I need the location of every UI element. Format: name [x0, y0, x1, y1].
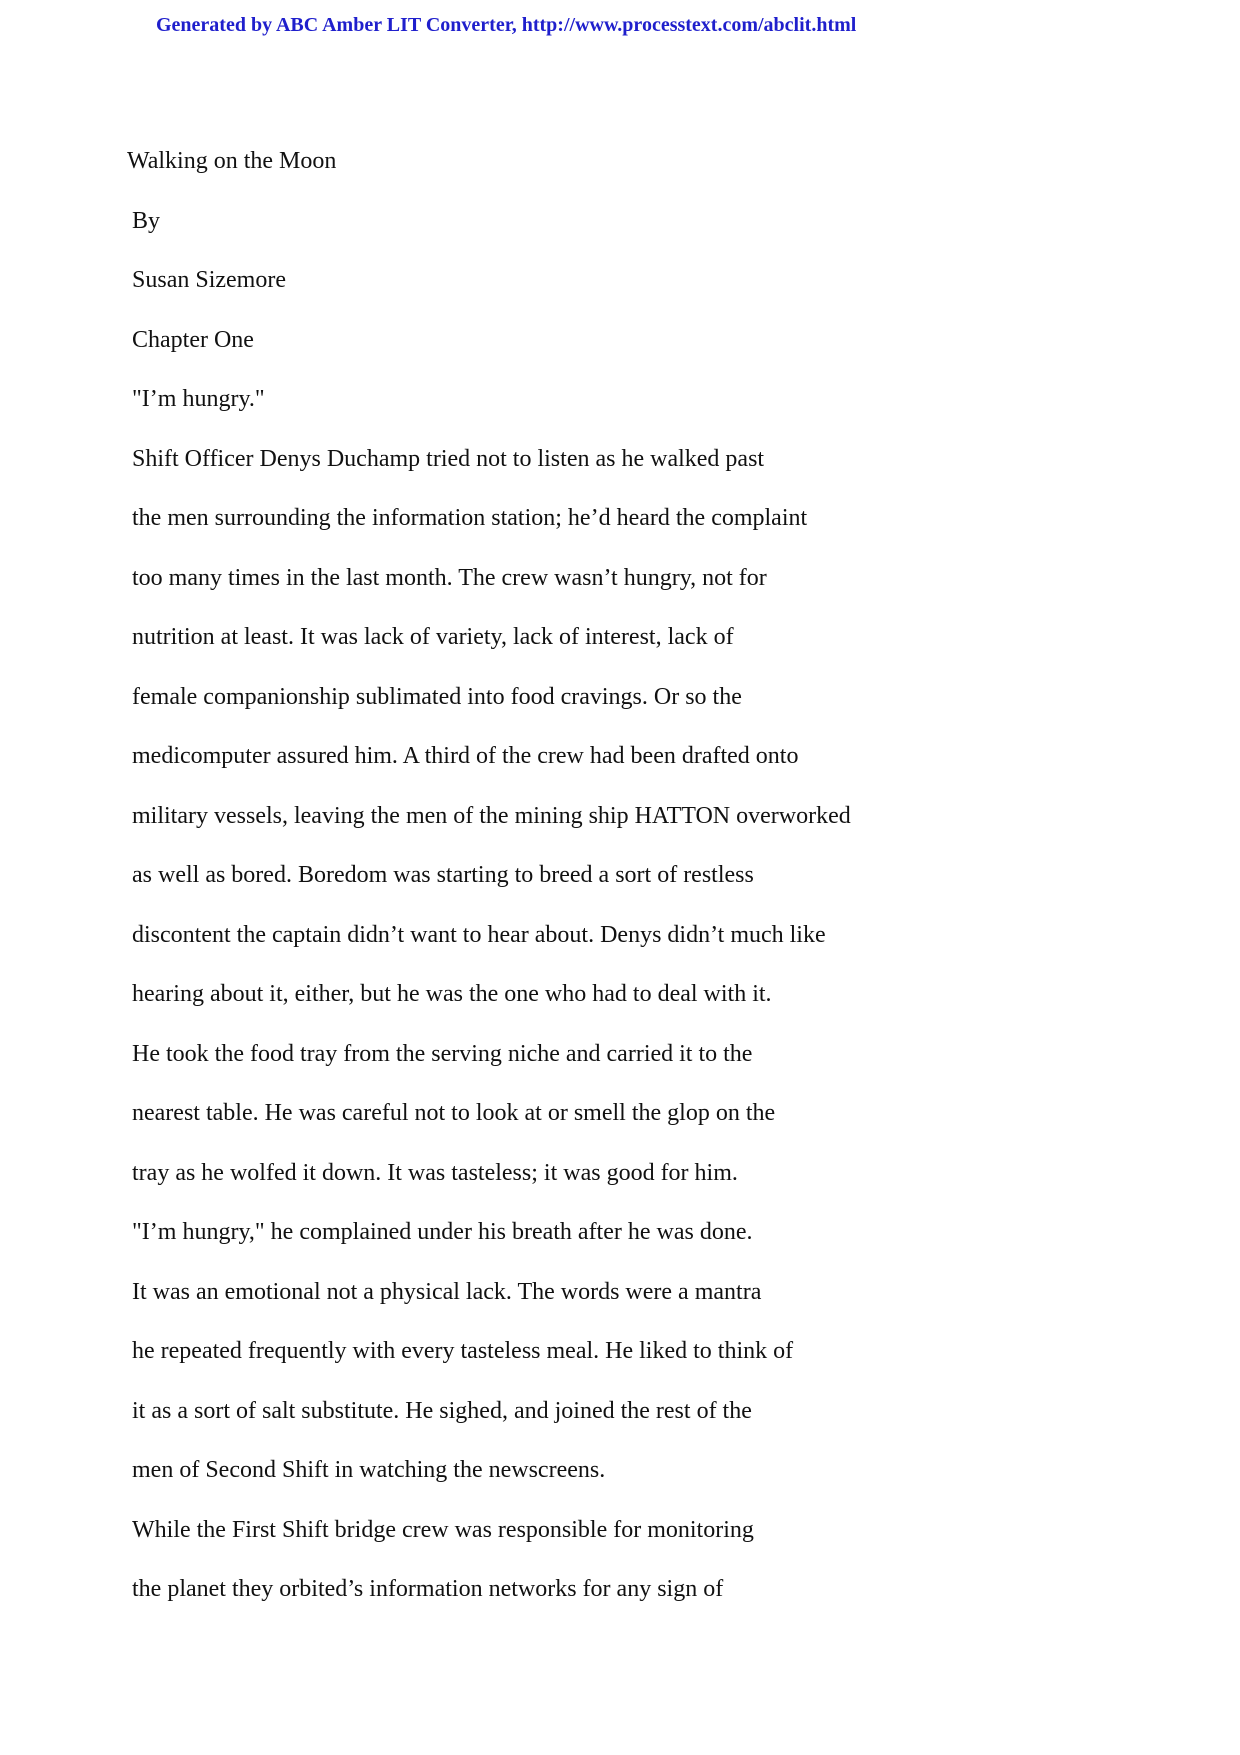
text-line: "I’m hungry." — [132, 386, 265, 412]
author-name: Susan Sizemore — [132, 267, 286, 293]
text-line: the planet they orbited’s information networks for any sign of — [132, 1576, 724, 1602]
text-line: hearing about it, either, but he was the one who had to deal with it. — [132, 981, 772, 1007]
byline: By — [132, 208, 161, 234]
converter-banner: Generated by ABC Amber LIT Converter, http://www.processtext.com/abclit.html — [156, 14, 857, 36]
text-line: It was an emotional not a physical lack. The words were a mantra — [132, 1279, 762, 1305]
text-line: Shift Officer Denys Duchamp tried not to listen as he walked past — [132, 446, 765, 472]
text-line: the men surrounding the information station; he’d heard the complaint — [132, 505, 808, 531]
text-line: too many times in the last month. The crew wasn’t hungry, not for — [132, 565, 767, 591]
text-line: men of Second Shift in watching the newscreens. — [132, 1457, 606, 1483]
text-line: female companionship sublimated into food cravings. Or so the — [132, 684, 742, 710]
text-line: While the First Shift bridge crew was responsible for monitoring — [132, 1517, 754, 1543]
text-line: nearest table. He was careful not to look at or smell the glop on the — [132, 1100, 776, 1126]
text-line: it as a sort of salt substitute. He sighed, and joined the rest of the — [132, 1398, 752, 1424]
text-line: he repeated frequently with every tasteless meal. He liked to think of — [132, 1338, 794, 1364]
text-line: medicomputer assured him. A third of the crew had been drafted onto — [132, 743, 799, 769]
book-title: Walking on the Moon — [127, 148, 337, 174]
text-line: as well as bored. Boredom was starting to breed a sort of restless — [132, 862, 754, 888]
text-line: discontent the captain didn’t want to hear about. Denys didn’t much like — [132, 922, 826, 948]
text-line: He took the food tray from the serving niche and carried it to the — [132, 1041, 753, 1067]
text-line: nutrition at least. It was lack of variety, lack of interest, lack of — [132, 624, 734, 650]
text-line: tray as he wolfed it down. It was tasteless; it was good for him. — [132, 1160, 738, 1186]
text-line: military vessels, leaving the men of the mining ship HATTON overworked — [132, 803, 851, 829]
chapter-heading: Chapter One — [132, 327, 254, 353]
text-line: "I’m hungry," he complained under his breath after he was done. — [132, 1219, 753, 1245]
